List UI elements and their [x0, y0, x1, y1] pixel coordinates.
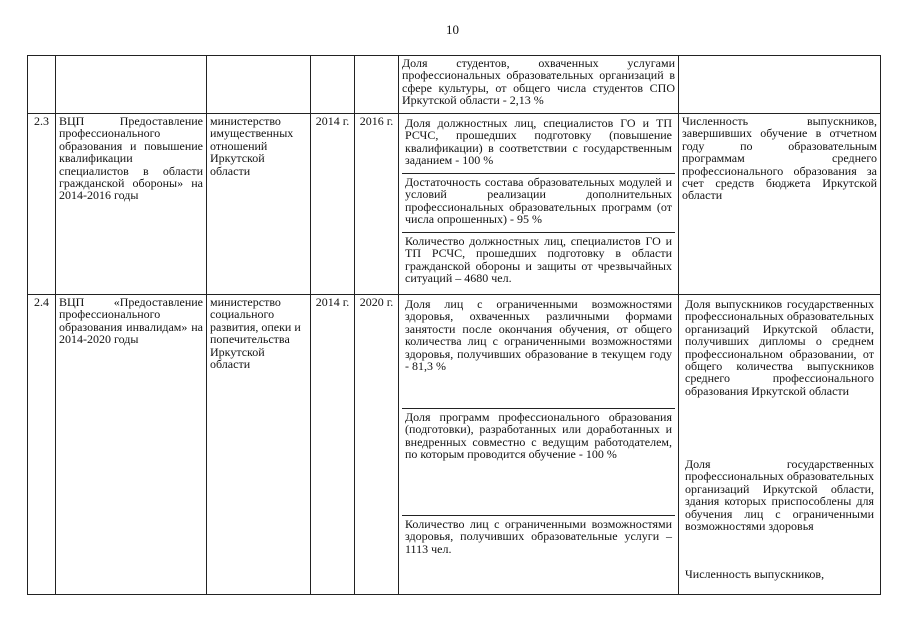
indicator: Доля программ профессионального образования (подготовки), разработанных или доработанных и внедренных совместно с ведущим работодателем, по которым проводится обучение - 100 % [402, 409, 675, 516]
indicator: Доля студентов, охваченных услугами профессиональных образовательных организаций в сфере культуры, от общего числа студентов СПО Иркутской области - 2,13 % [399, 56, 679, 114]
row-number: 2.3 [28, 114, 56, 295]
table-row [28, 295, 881, 595]
program-name: ВЦП Предоставление профессионального образования и повышение квалификации специалистов в области гражданской обороны» на 2014-2016 годы [56, 114, 207, 295]
result: Численность выпускников, завершивших обучение в отчетном году по образовательным программам среднего профессионального образования за счет средств бюджета Иркутской области [679, 114, 881, 295]
table-row [28, 56, 881, 114]
result: Доля государственных профессиональных образовательных организаций Иркутской области, здания которых приспособлены для обучения лиц с ограниченными возможностями здоровья [685, 457, 874, 534]
indicators-cell [399, 295, 679, 595]
indicators-cell [399, 114, 679, 295]
indicator: Количество лиц с ограниченными возможностями здоровья, получивших образовательные услуги – 1113 чел. [405, 517, 672, 556]
table-row [28, 114, 881, 295]
row-number: 2.4 [28, 295, 56, 595]
indicator: Достаточность состава образовательных модулей и условий реализации дополнительных профессиональных образовательных программ (от числа опрошенных) - 95 % [402, 174, 675, 233]
responsible-org: министерство имущественных отношений Иркутской области [207, 114, 311, 295]
start-year: 2014 г. [311, 295, 355, 595]
indicator: Доля должностных лиц, специалистов ГО и ТП РСЧС, прошедших подготовку (повышение квалификации) в соответствии с государственным заданием - 100 % [402, 115, 675, 174]
results-cell [679, 295, 881, 595]
start-year: 2014 г. [311, 114, 355, 295]
program-table [27, 55, 881, 595]
program-name [56, 56, 207, 114]
indicator: Количество должностных лиц, специалистов ГО и ТП РСЧС, прошедших подготовку в области гражданской обороны и защиты от чрезвычайных ситуаций – 4680 чел. [405, 234, 672, 286]
result: Доля выпускников государственных профессиональных образовательных организаций Иркутской области, получивших дипломы о среднем профессиональном образовании, от общего количества выпускников среднего профессионального образования Иркутской области [685, 297, 874, 398]
start-year [311, 56, 355, 114]
indicator: Доля лиц с ограниченными возможностями здоровья, охваченных различными формами занятости после окончания обучения, от общего количества лиц с ограниченными возможностями здоровья, получивших образование в текущем году - 81,3 % [402, 296, 675, 409]
row-number [28, 56, 56, 114]
end-year [355, 56, 399, 114]
end-year: 2020 г. [355, 295, 399, 595]
end-year: 2016 г. [355, 114, 399, 295]
responsible-org [207, 56, 311, 114]
program-name: ВЦП «Предоставление профессионального образования инвалидам» на 2014-2020 годы [56, 295, 207, 595]
page-number: 10 [446, 22, 459, 37]
result: Численность выпускников, [685, 567, 825, 581]
result [679, 56, 881, 114]
responsible-org: министерство социального развития, опеки и попечительства Иркутской области [207, 295, 311, 595]
